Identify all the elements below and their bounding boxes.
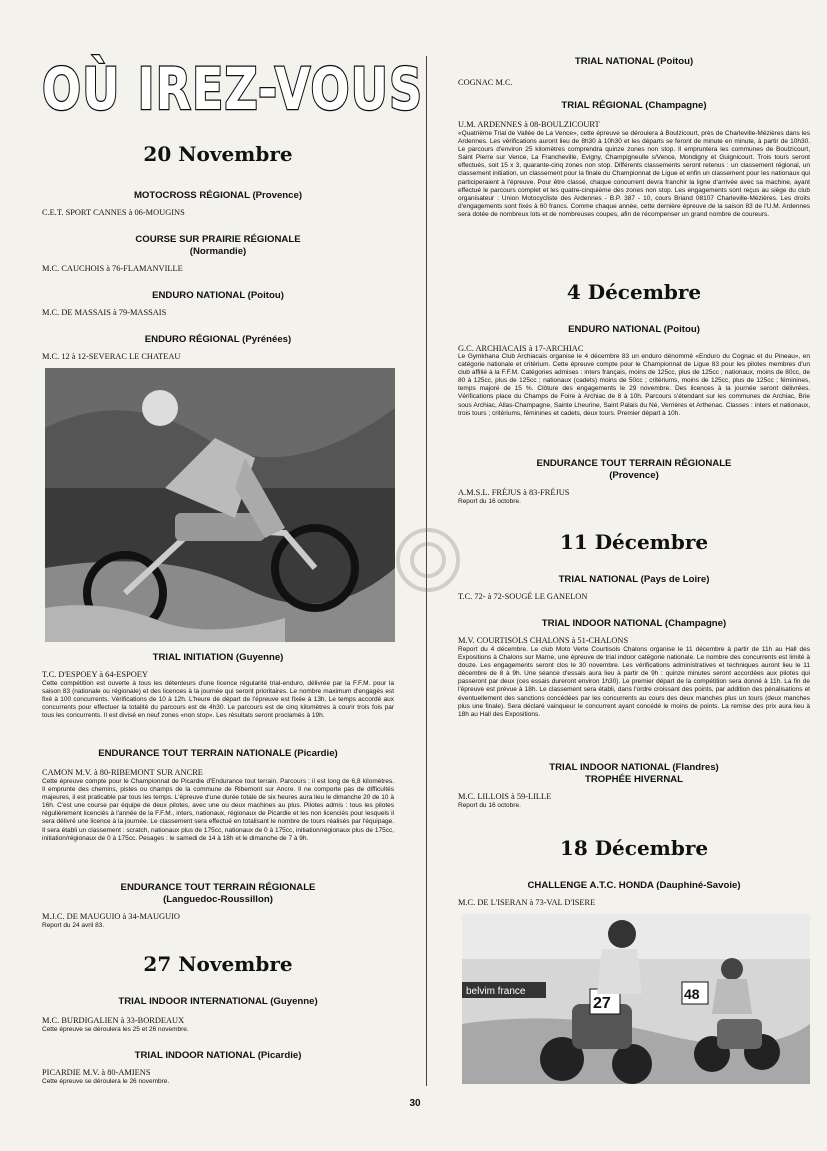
race-number: 48 <box>684 986 700 1002</box>
event-club: T.C. D'ESPOEY à 64-ESPOEY <box>42 670 148 679</box>
date-heading: 20 Novembre <box>143 142 293 166</box>
event-club: M.J.C. DE MAUGUIO à 34-MAUGUIO <box>42 912 180 921</box>
event-title: TRIAL INITIATION (Guyenne) <box>152 652 284 663</box>
date-heading: 4 Décembre <box>566 280 702 304</box>
event-description: Report du 24 avril 83. <box>42 922 105 929</box>
event-description: Report du 16 octobre. <box>458 498 521 505</box>
event-description: Report du 4 décembre. Le club Moto Verte Courtisols Chalons organise le 11 décembre à partir de 11h au Hall des Expositions à Chalons sur Marne, une épreuve de trial indoor catégorie nationale. Le nombre des concurrents est limité à douze. Les engagements seront clos le 30 novembre. Les vérifications administratives et techniques auront lieu le 11 décembre de 8 à 9h. Une séance d'essais aura lieu à partir de 9h : quinze minutes seront accordées aux pilotes qui passeront par deux (ces essais dureront environ 1h30). Le premier départ de la compétition sera donné à 11h. La fin de l'épreuve est prévue à 18h. Le classement sera établi, dans l'ordre croissant des points, par addition des pénalisations et éventuellement des sanctions concédées par les concurrents au cours des deux manches plus un tours (deux manches plus une finale). Sera déclaré vainqueur le concurrent ayant concédé le moins de points. La remise des prix aura lieu à 18h au Hall des Expositions. <box>458 646 810 718</box>
event-title: TRIAL INDOOR NATIONAL (Flandres) <box>549 762 719 773</box>
page-number: 30 <box>409 1098 421 1109</box>
event-title: ENDURO NATIONAL (Poitou) <box>152 290 284 301</box>
banner-text: belvim france <box>466 986 526 997</box>
event-club: COGNAC M.C. <box>458 78 513 87</box>
enduro-rider-photo <box>45 368 395 642</box>
event-description: Le Gymkhana Club Archiacais organise le 4 décembre 83 un enduro dénommé «Enduro du Cognac et du Pineau», en catégorie nationale et critérium. Cette épreuve compte pour le Championnat de Ligue 83 pour les pilotes membres d'un club affilié à la F.F.M. Catégories admises : inters français, moins de 125cc, plus de 125cc ; nationaux, moins de 80cc, de 80 à 125cc, plus de 125cc ; nationaux (cadets) moins de 50cc ; critériums, moins de 125cc, plus de 125cc ; féminines, temps majoré de 15 %. Clôture des engagements le 29 novembre. Des licences à la journée seront délivrées. Vérifications place du Champs de Foire à Archiac de 8 à 10h. Parcours s'étendant sur les communes de Archiac, Brie sous Archiac, Allas-Champagne, Sainte Lheurine, Saint Palais du Né, Verrières et Arthenac. Classes : inters et nationaux, trois tours ; critériums, féminines et cadets, deux tours. Premier départ à 10h. <box>458 353 810 417</box>
event-title: TRIAL NATIONAL (Poitou) <box>574 56 694 67</box>
event-title: CHALLENGE A.T.C. HONDA (Dauphiné-Savoie) <box>527 880 741 891</box>
photo-illustration <box>462 914 810 1084</box>
event-title: ENDURANCE TOUT TERRAIN NATIONALE (Picardie) <box>98 748 338 759</box>
race-number: 27 <box>593 995 611 1012</box>
event-subtitle: TROPHÉE HIVERNAL <box>584 774 684 785</box>
date-heading: 18 Décembre <box>559 836 709 860</box>
date-heading: 11 Décembre <box>559 530 709 554</box>
event-club: M.C. CAUCHOIS à 76-FLAMANVILLE <box>42 264 183 273</box>
watermark-logo <box>388 520 468 600</box>
event-club: M.C. DE L'ISERAN à 73-VAL D'ISERE <box>458 898 596 907</box>
event-club: T.C. 72- à 72-SOUGÉ LE GANELON <box>458 592 588 601</box>
masthead-logo <box>42 56 422 122</box>
masthead-title: OÙ IREZ-VOUS <box>42 55 424 123</box>
event-title: COURSE SUR PRAIRIE RÉGIONALE <box>135 234 301 245</box>
photo-illustration <box>45 368 395 642</box>
event-description: Cette épreuve compte pour le Championnat de Picardie d'Endurance tout terrain. Parcours : il est long de 6,8 kilomètres. Il emprunte des chemins, pistes ou champs de la commune de Ribemont sur Ancre. Il ne comporte pas de difficultés majeures, il est praticable par tous les temps. L'épreuve d'une durée totale de six heures aura lieu le dimanche 20 de 10 à 16h. C'est une course par équipe de deux pilotes, avec une ou deux machines au plus. Pilotes admis : tous les pilotes régulièrement licenciés à l'année de la F.F.M., inters, nationaux, régionaux de Picardie et les non licenciés pour lesquels il sera délivré une licence à la journée. Le classement sera effectué en totalisant le nombre de tours réalisés par l'équipage. Il sera établi un classement : scratch, nationaux plus de 175cc, nationaux de 0 à 175cc, initiation/régionaux plus de 175cc, initiation/régionaux de 0 à 175cc. Pesages : le samedi de 14 à 18h et le dimanche de 7 à 9h. <box>42 778 394 842</box>
event-description: Report du 16 octobre. <box>458 802 521 809</box>
event-description: «Quatrième Trial de Vallée de La Vence», cette épreuve se déroulera à Boulzicourt, près de Charleville-Mézières dans les Ardennes. Les vérifications auront lieu de 8h30 à 10h30 et les départs se feront de minute en minute, à partir de 10h30. Le parcours d'environ 25 kilomètres comprendra quinze zones non stop. Il empruntera les communes de Boulzicourt, Saint Pierre sur Vence, La Francheville, Evigny, Champigneulle s/Vence, Mondigny et Guignicourt. Trois tours seront effectués, soit 15 x 3, quarante-cinq zones non stop. Différents classements seront retenus : un classement régional, un classement initiation, un classement pour la finale du Championnat de Ligue et enfin un classement pour les nationaux qui participeraient à l'épreuve. Pour être classé, chaque concurrent devra franchir la ligne d'arrivée avec sa machine, ayant effectué le parcours complet et les quatre-cinquième des zones non stop. Les engagements sont reçus au siège du club organisateur : Union Motocycliste des Ardennes - B.P. 387 - 10, cours Briand 08107 Charleville-Mézières. Les droits d'engagements sont fixés à 60 francs. Comme chaque année, cette dernière épreuve de la saison 83 de l'U.M. Ardennes sera dotée de nombreux lots et de nombreuses coupes, afin de récompenser un grand nombre de coureurs. <box>458 130 810 218</box>
event-title: TRIAL INDOOR NATIONAL (Champagne) <box>541 618 727 629</box>
event-title: TRIAL RÉGIONAL (Champagne) <box>561 100 707 111</box>
date-heading: 27 Novembre <box>143 952 293 976</box>
event-title: TRIAL NATIONAL (Pays de Loire) <box>558 574 710 585</box>
event-subtitle: (Languedoc-Roussillon) <box>163 894 273 905</box>
event-club: A.M.S.L. FRÉJUS à 83-FRÉJUS <box>458 488 570 497</box>
event-club: G.C. ARCHIACAIS à 17-ARCHIAC <box>458 344 584 353</box>
event-subtitle: (Normandie) <box>189 246 247 257</box>
event-description: Cette épreuve se déroulera les 25 et 26 novembre. <box>42 1026 189 1033</box>
event-title: TRIAL INDOOR INTERNATIONAL (Guyenne) <box>118 996 318 1007</box>
event-title: ENDURANCE TOUT TERRAIN RÉGIONALE <box>536 458 732 469</box>
event-club: PICARDIE M.V. à 80-AMIENS <box>42 1068 151 1077</box>
event-title: ENDURO RÉGIONAL (Pyrénées) <box>144 334 292 345</box>
event-club: M.C. 12 à 12-SEVERAC LE CHATEAU <box>42 352 181 361</box>
event-club: C.E.T. SPORT CANNES à 06-MOUGINS <box>42 208 185 217</box>
event-club: CAMON M.V. à 80-RIBEMONT SUR ANCRE <box>42 768 203 777</box>
event-description: Cette compétition est ouverte à tous les détenteurs d'une licence régularité trial-enduro, délivrée par la F.F.M. pour la saison 83 (nationale ou régionale) et des licences à la journée qui seront prioritaires. Le nombre maximum d'engagés est fixé à 100 concurrents. Vérifications de 10 à 12h. L'heure de départ de l'épreuve est fixée à 13h. Le temps accordé aux concurrents pour effectuer la totalité du parcours est de 4h30. Le parcours est de cinq kilomètres à courir trois fois par tous les concurrents. Il est divisé en neuf zones «non stop». Les résultats seront proclamés à 19h. <box>42 680 394 720</box>
atc-race-photo <box>462 914 810 1084</box>
event-club: M.V. COURTISOLS CHALONS à 51-CHALONS <box>458 636 629 645</box>
event-title: TRIAL INDOOR NATIONAL (Picardie) <box>134 1050 302 1061</box>
event-club: M.C. BURDIGALIEN à 33-BORDEAUX <box>42 1016 185 1025</box>
event-title: ENDURANCE TOUT TERRAIN RÉGIONALE <box>120 882 316 893</box>
event-club: U.M. ARDENNES à 08-BOULZICOURT <box>458 120 600 129</box>
event-title: MOTOCROSS RÉGIONAL (Provence) <box>133 190 303 201</box>
event-description: Cette épreuve se déroulera le 26 novembre. <box>42 1078 170 1085</box>
event-club: M.C. LILLOIS à 59-LILLE <box>458 792 552 801</box>
event-title: ENDURO NATIONAL (Poitou) <box>568 324 700 335</box>
event-club: M.C. DE MASSAIS à 79-MASSAIS <box>42 308 167 317</box>
event-subtitle: (Provence) <box>609 470 659 481</box>
